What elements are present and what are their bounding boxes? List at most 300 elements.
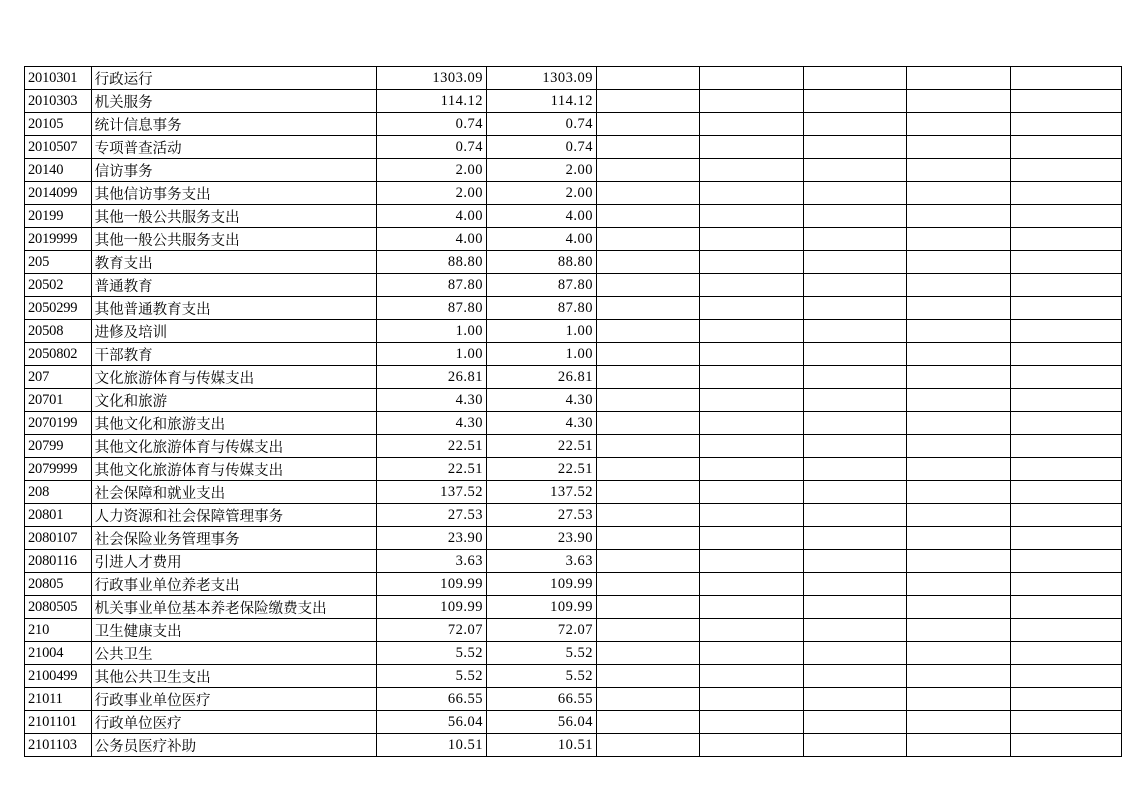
cell-blank-3 [803, 481, 906, 504]
table-row [25, 642, 1122, 665]
cell-blank-2 [700, 619, 803, 642]
cell-blank-3 [803, 274, 906, 297]
cell-amount-1: 27.53 [376, 504, 486, 527]
cell-blank-3 [803, 619, 906, 642]
table-row [25, 136, 1122, 159]
cell-code: 210 [25, 619, 92, 642]
cell-item-name: 其他文化旅游体育与传媒支出 [91, 435, 376, 458]
cell-item-name: 文化和旅游 [91, 389, 376, 412]
cell-blank-1 [597, 366, 700, 389]
cell-blank-3 [803, 389, 906, 412]
cell-blank-5 [1010, 504, 1121, 527]
cell-amount-2: 26.81 [486, 366, 596, 389]
cell-blank-4 [907, 435, 1010, 458]
cell-blank-2 [700, 504, 803, 527]
cell-code: 20199 [25, 205, 92, 228]
cell-code: 207 [25, 366, 92, 389]
cell-amount-1: 87.80 [376, 274, 486, 297]
cell-blank-2 [700, 688, 803, 711]
cell-item-name: 行政运行 [91, 67, 376, 90]
cell-blank-4 [907, 711, 1010, 734]
cell-blank-4 [907, 205, 1010, 228]
cell-blank-1 [597, 619, 700, 642]
cell-blank-4 [907, 366, 1010, 389]
cell-blank-3 [803, 159, 906, 182]
cell-blank-3 [803, 205, 906, 228]
table-row [25, 274, 1122, 297]
cell-blank-2 [700, 596, 803, 619]
cell-blank-2 [700, 159, 803, 182]
cell-blank-2 [700, 642, 803, 665]
cell-amount-2: 137.52 [486, 481, 596, 504]
cell-amount-1: 4.00 [376, 228, 486, 251]
cell-blank-2 [700, 297, 803, 320]
cell-blank-5 [1010, 665, 1121, 688]
cell-amount-1: 5.52 [376, 642, 486, 665]
cell-blank-5 [1010, 297, 1121, 320]
cell-item-name: 其他文化和旅游支出 [91, 412, 376, 435]
cell-blank-1 [597, 343, 700, 366]
cell-item-name: 行政单位医疗 [91, 711, 376, 734]
table-row [25, 251, 1122, 274]
cell-item-name: 引进人才费用 [91, 550, 376, 573]
cell-blank-3 [803, 113, 906, 136]
table-row [25, 504, 1122, 527]
cell-blank-5 [1010, 435, 1121, 458]
cell-blank-2 [700, 550, 803, 573]
cell-item-name: 社会保障和就业支出 [91, 481, 376, 504]
table-row [25, 113, 1122, 136]
cell-amount-2: 22.51 [486, 435, 596, 458]
cell-code: 20105 [25, 113, 92, 136]
cell-blank-2 [700, 711, 803, 734]
cell-blank-4 [907, 90, 1010, 113]
table-row [25, 619, 1122, 642]
table-row [25, 688, 1122, 711]
table-row [25, 550, 1122, 573]
cell-blank-5 [1010, 734, 1121, 757]
table-row [25, 90, 1122, 113]
cell-amount-2: 87.80 [486, 274, 596, 297]
cell-blank-2 [700, 458, 803, 481]
cell-code: 2014099 [25, 182, 92, 205]
cell-blank-1 [597, 481, 700, 504]
cell-amount-1: 88.80 [376, 251, 486, 274]
cell-blank-4 [907, 113, 1010, 136]
cell-blank-4 [907, 504, 1010, 527]
cell-blank-3 [803, 67, 906, 90]
cell-item-name: 卫生健康支出 [91, 619, 376, 642]
cell-blank-5 [1010, 366, 1121, 389]
cell-blank-1 [597, 573, 700, 596]
cell-amount-1: 0.74 [376, 136, 486, 159]
cell-amount-2: 22.51 [486, 458, 596, 481]
cell-code: 2050802 [25, 343, 92, 366]
cell-blank-2 [700, 366, 803, 389]
cell-code: 2019999 [25, 228, 92, 251]
cell-blank-1 [597, 113, 700, 136]
cell-amount-1: 1.00 [376, 343, 486, 366]
cell-blank-4 [907, 688, 1010, 711]
cell-blank-2 [700, 251, 803, 274]
cell-blank-1 [597, 665, 700, 688]
table-row [25, 435, 1122, 458]
cell-code: 2100499 [25, 665, 92, 688]
cell-blank-3 [803, 504, 906, 527]
budget-table [24, 66, 1122, 757]
cell-blank-5 [1010, 67, 1121, 90]
cell-blank-5 [1010, 619, 1121, 642]
cell-blank-3 [803, 458, 906, 481]
cell-item-name: 其他公共卫生支出 [91, 665, 376, 688]
table-row [25, 481, 1122, 504]
cell-amount-1: 72.07 [376, 619, 486, 642]
cell-blank-2 [700, 527, 803, 550]
cell-blank-1 [597, 711, 700, 734]
cell-blank-2 [700, 573, 803, 596]
cell-code: 2079999 [25, 458, 92, 481]
cell-blank-2 [700, 320, 803, 343]
cell-amount-1: 1.00 [376, 320, 486, 343]
cell-item-name: 机关事业单位基本养老保险缴费支出 [91, 596, 376, 619]
cell-blank-2 [700, 136, 803, 159]
cell-amount-1: 109.99 [376, 573, 486, 596]
cell-blank-2 [700, 343, 803, 366]
cell-amount-1: 109.99 [376, 596, 486, 619]
cell-blank-4 [907, 274, 1010, 297]
cell-blank-1 [597, 734, 700, 757]
cell-blank-1 [597, 550, 700, 573]
cell-blank-5 [1010, 274, 1121, 297]
cell-blank-5 [1010, 205, 1121, 228]
table-row [25, 734, 1122, 757]
cell-blank-2 [700, 412, 803, 435]
cell-amount-2: 10.51 [486, 734, 596, 757]
cell-blank-3 [803, 527, 906, 550]
cell-blank-1 [597, 458, 700, 481]
cell-blank-5 [1010, 458, 1121, 481]
cell-item-name: 文化旅游体育与传媒支出 [91, 366, 376, 389]
budget-table-container [24, 66, 1122, 757]
cell-amount-2: 23.90 [486, 527, 596, 550]
cell-blank-2 [700, 90, 803, 113]
table-row [25, 343, 1122, 366]
cell-blank-5 [1010, 550, 1121, 573]
cell-amount-1: 5.52 [376, 665, 486, 688]
table-row [25, 412, 1122, 435]
cell-item-name: 统计信息事务 [91, 113, 376, 136]
cell-amount-1: 4.30 [376, 412, 486, 435]
cell-item-name: 其他一般公共服务支出 [91, 228, 376, 251]
cell-code: 2101101 [25, 711, 92, 734]
table-row [25, 159, 1122, 182]
cell-blank-1 [597, 274, 700, 297]
cell-amount-1: 23.90 [376, 527, 486, 550]
cell-blank-4 [907, 251, 1010, 274]
cell-code: 20801 [25, 504, 92, 527]
cell-blank-3 [803, 136, 906, 159]
table-row [25, 182, 1122, 205]
cell-blank-4 [907, 642, 1010, 665]
cell-amount-1: 2.00 [376, 182, 486, 205]
cell-code: 20701 [25, 389, 92, 412]
cell-code: 205 [25, 251, 92, 274]
cell-item-name: 教育支出 [91, 251, 376, 274]
cell-item-name: 其他普通教育支出 [91, 297, 376, 320]
cell-blank-2 [700, 228, 803, 251]
cell-blank-1 [597, 320, 700, 343]
cell-blank-5 [1010, 642, 1121, 665]
table-row [25, 389, 1122, 412]
cell-blank-1 [597, 90, 700, 113]
cell-blank-2 [700, 274, 803, 297]
cell-code: 2070199 [25, 412, 92, 435]
cell-blank-2 [700, 435, 803, 458]
cell-amount-2: 56.04 [486, 711, 596, 734]
cell-amount-1: 66.55 [376, 688, 486, 711]
cell-amount-2: 109.99 [486, 573, 596, 596]
cell-item-name: 信访事务 [91, 159, 376, 182]
cell-blank-3 [803, 297, 906, 320]
cell-item-name: 社会保险业务管理事务 [91, 527, 376, 550]
cell-blank-1 [597, 435, 700, 458]
cell-blank-5 [1010, 320, 1121, 343]
cell-blank-4 [907, 297, 1010, 320]
cell-blank-2 [700, 67, 803, 90]
cell-blank-1 [597, 297, 700, 320]
cell-item-name: 行政事业单位医疗 [91, 688, 376, 711]
cell-blank-4 [907, 665, 1010, 688]
cell-blank-1 [597, 136, 700, 159]
cell-blank-5 [1010, 527, 1121, 550]
cell-blank-5 [1010, 251, 1121, 274]
cell-amount-2: 4.30 [486, 389, 596, 412]
cell-amount-2: 2.00 [486, 159, 596, 182]
cell-blank-3 [803, 90, 906, 113]
cell-code: 2010303 [25, 90, 92, 113]
cell-code: 20805 [25, 573, 92, 596]
cell-blank-3 [803, 251, 906, 274]
cell-amount-2: 4.00 [486, 228, 596, 251]
cell-blank-4 [907, 343, 1010, 366]
cell-blank-3 [803, 320, 906, 343]
cell-amount-2: 4.30 [486, 412, 596, 435]
cell-blank-4 [907, 550, 1010, 573]
cell-code: 21004 [25, 642, 92, 665]
table-row [25, 205, 1122, 228]
cell-blank-4 [907, 67, 1010, 90]
cell-blank-1 [597, 527, 700, 550]
cell-blank-3 [803, 550, 906, 573]
cell-blank-5 [1010, 596, 1121, 619]
cell-code: 2080107 [25, 527, 92, 550]
cell-blank-1 [597, 205, 700, 228]
cell-blank-1 [597, 504, 700, 527]
cell-code: 20502 [25, 274, 92, 297]
cell-amount-2: 66.55 [486, 688, 596, 711]
cell-blank-1 [597, 159, 700, 182]
cell-code: 20140 [25, 159, 92, 182]
cell-code: 21011 [25, 688, 92, 711]
cell-blank-2 [700, 481, 803, 504]
cell-blank-3 [803, 435, 906, 458]
cell-blank-4 [907, 481, 1010, 504]
cell-blank-3 [803, 343, 906, 366]
cell-amount-2: 0.74 [486, 136, 596, 159]
cell-blank-4 [907, 573, 1010, 596]
cell-amount-1: 0.74 [376, 113, 486, 136]
cell-blank-1 [597, 389, 700, 412]
cell-code: 20508 [25, 320, 92, 343]
cell-amount-1: 26.81 [376, 366, 486, 389]
cell-blank-1 [597, 596, 700, 619]
cell-blank-3 [803, 734, 906, 757]
cell-blank-4 [907, 619, 1010, 642]
cell-amount-1: 3.63 [376, 550, 486, 573]
table-row [25, 527, 1122, 550]
cell-blank-2 [700, 734, 803, 757]
cell-amount-2: 72.07 [486, 619, 596, 642]
cell-amount-1: 137.52 [376, 481, 486, 504]
cell-blank-5 [1010, 688, 1121, 711]
cell-blank-5 [1010, 228, 1121, 251]
cell-blank-2 [700, 205, 803, 228]
cell-item-name: 公共卫生 [91, 642, 376, 665]
cell-item-name: 人力资源和社会保障管理事务 [91, 504, 376, 527]
cell-code: 2010301 [25, 67, 92, 90]
cell-blank-4 [907, 596, 1010, 619]
cell-blank-4 [907, 136, 1010, 159]
budget-table-body [25, 67, 1122, 757]
cell-blank-4 [907, 458, 1010, 481]
cell-amount-2: 88.80 [486, 251, 596, 274]
table-row [25, 573, 1122, 596]
cell-blank-5 [1010, 389, 1121, 412]
cell-item-name: 行政事业单位养老支出 [91, 573, 376, 596]
cell-code: 2080116 [25, 550, 92, 573]
cell-blank-4 [907, 412, 1010, 435]
table-row [25, 596, 1122, 619]
cell-amount-2: 5.52 [486, 642, 596, 665]
cell-amount-2: 0.74 [486, 113, 596, 136]
cell-amount-1: 22.51 [376, 458, 486, 481]
cell-item-name: 普通教育 [91, 274, 376, 297]
cell-blank-3 [803, 665, 906, 688]
cell-amount-2: 87.80 [486, 297, 596, 320]
cell-blank-4 [907, 159, 1010, 182]
cell-amount-2: 1303.09 [486, 67, 596, 90]
table-row [25, 711, 1122, 734]
cell-code: 2101103 [25, 734, 92, 757]
cell-blank-5 [1010, 90, 1121, 113]
cell-item-name: 其他一般公共服务支出 [91, 205, 376, 228]
cell-blank-2 [700, 113, 803, 136]
cell-blank-4 [907, 228, 1010, 251]
cell-blank-3 [803, 573, 906, 596]
cell-amount-1: 22.51 [376, 435, 486, 458]
cell-blank-5 [1010, 412, 1121, 435]
cell-blank-1 [597, 67, 700, 90]
cell-blank-5 [1010, 573, 1121, 596]
cell-blank-1 [597, 412, 700, 435]
cell-amount-2: 114.12 [486, 90, 596, 113]
cell-blank-4 [907, 389, 1010, 412]
cell-blank-5 [1010, 343, 1121, 366]
cell-blank-3 [803, 228, 906, 251]
cell-amount-2: 1.00 [486, 320, 596, 343]
cell-blank-3 [803, 711, 906, 734]
cell-amount-2: 5.52 [486, 665, 596, 688]
table-row [25, 366, 1122, 389]
cell-code: 20799 [25, 435, 92, 458]
cell-blank-4 [907, 182, 1010, 205]
cell-blank-2 [700, 665, 803, 688]
cell-amount-1: 1303.09 [376, 67, 486, 90]
cell-code: 2010507 [25, 136, 92, 159]
table-row [25, 297, 1122, 320]
cell-blank-5 [1010, 159, 1121, 182]
cell-blank-2 [700, 182, 803, 205]
cell-blank-3 [803, 366, 906, 389]
cell-item-name: 机关服务 [91, 90, 376, 113]
cell-blank-2 [700, 389, 803, 412]
cell-amount-2: 4.00 [486, 205, 596, 228]
cell-code: 208 [25, 481, 92, 504]
cell-blank-3 [803, 182, 906, 205]
table-row [25, 320, 1122, 343]
cell-blank-3 [803, 596, 906, 619]
cell-blank-1 [597, 642, 700, 665]
cell-item-name: 其他文化旅游体育与传媒支出 [91, 458, 376, 481]
table-row [25, 67, 1122, 90]
cell-amount-2: 3.63 [486, 550, 596, 573]
cell-amount-1: 114.12 [376, 90, 486, 113]
cell-amount-1: 56.04 [376, 711, 486, 734]
cell-amount-2: 1.00 [486, 343, 596, 366]
cell-blank-3 [803, 688, 906, 711]
cell-amount-2: 2.00 [486, 182, 596, 205]
table-row [25, 458, 1122, 481]
cell-amount-1: 4.30 [376, 389, 486, 412]
cell-amount-1: 10.51 [376, 734, 486, 757]
cell-blank-4 [907, 320, 1010, 343]
cell-blank-5 [1010, 711, 1121, 734]
table-row [25, 228, 1122, 251]
cell-code: 2050299 [25, 297, 92, 320]
cell-amount-1: 87.80 [376, 297, 486, 320]
cell-amount-1: 4.00 [376, 205, 486, 228]
cell-blank-5 [1010, 481, 1121, 504]
cell-blank-4 [907, 734, 1010, 757]
cell-blank-3 [803, 642, 906, 665]
cell-amount-2: 109.99 [486, 596, 596, 619]
cell-item-name: 进修及培训 [91, 320, 376, 343]
cell-amount-1: 2.00 [376, 159, 486, 182]
cell-item-name: 公务员医疗补助 [91, 734, 376, 757]
cell-code: 2080505 [25, 596, 92, 619]
cell-amount-2: 27.53 [486, 504, 596, 527]
cell-blank-4 [907, 527, 1010, 550]
cell-item-name: 其他信访事务支出 [91, 182, 376, 205]
cell-item-name: 干部教育 [91, 343, 376, 366]
cell-blank-1 [597, 182, 700, 205]
cell-blank-5 [1010, 182, 1121, 205]
cell-blank-3 [803, 412, 906, 435]
cell-blank-5 [1010, 136, 1121, 159]
cell-blank-1 [597, 688, 700, 711]
cell-blank-1 [597, 228, 700, 251]
cell-blank-5 [1010, 113, 1121, 136]
